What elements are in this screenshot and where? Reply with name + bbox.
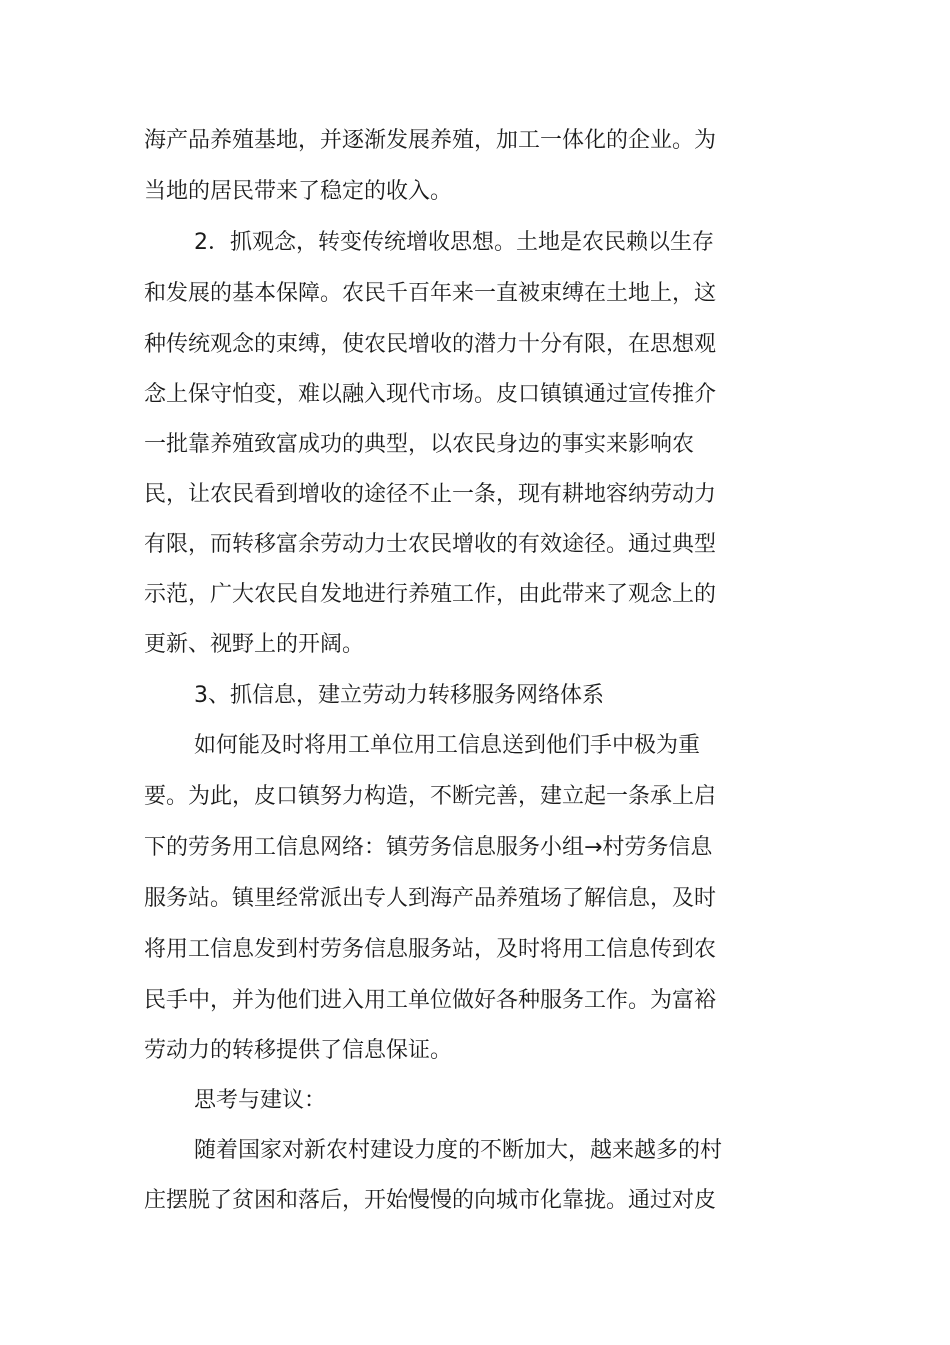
text-line: 服务站。镇里经常派出专人到海产品养殖场了解信息，及时 [144, 886, 717, 911]
text-line: 更新、视野上的开阔。 [144, 632, 365, 657]
section-heading: 思考与建议： [194, 1088, 327, 1113]
text-line: 劳动力的转移提供了信息保证。 [144, 1038, 453, 1063]
section-heading: 3、抓信息，建立劳动力转移服务网络体系 [194, 683, 604, 708]
text-line: 念上保守怕变，难以融入现代市场。皮口镇镇通过宣传推介 [144, 382, 717, 407]
text-line: 当地的居民带来了稳定的收入。 [144, 179, 453, 204]
text-line: 一批靠养殖致富成功的典型，以农民身边的事实来影响农 [144, 432, 695, 457]
text-line: 将用工信息发到村劳务信息服务站，及时将用工信息传到农 [144, 937, 717, 962]
text-line: 种传统观念的束缚，使农民增收的潜力十分有限，在思想观 [144, 332, 717, 357]
text-line: 和发展的基本保障。农民千百年来一直被束缚在土地上，这 [144, 281, 717, 306]
paragraph-first-line: 如何能及时将用工单位用工信息送到他们手中极为重 [194, 733, 701, 758]
paragraph-first-line: 2．抓观念，转变传统增收思想。土地是农民赖以生存 [194, 230, 714, 255]
text-line: 民手中，并为他们进入用工单位做好各种服务工作。为富裕 [144, 988, 717, 1013]
text-line: 下的劳务用工信息网络：镇劳务信息服务小组→村劳务信息 [144, 835, 713, 860]
text-line: 有限，而转移富余劳动力士农民增收的有效途径。通过典型 [144, 532, 717, 557]
text-line: 要。为此，皮口镇努力构造，不断完善，建立起一条承上启 [144, 784, 717, 809]
paragraph-first-line: 随着国家对新农村建设力度的不断加大，越来越多的村 [194, 1138, 723, 1163]
text-line: 示范，广大农民自发地进行养殖工作，由此带来了观念上的 [144, 582, 717, 607]
text-line: 庄摆脱了贫困和落后，开始慢慢的向城市化靠拢。通过对皮 [144, 1188, 717, 1213]
text-line: 民，让农民看到增收的途径不止一条，现有耕地容纳劳动力 [144, 482, 717, 507]
text-line: 海产品养殖基地，并逐渐发展养殖，加工一体化的企业。为 [144, 128, 717, 153]
